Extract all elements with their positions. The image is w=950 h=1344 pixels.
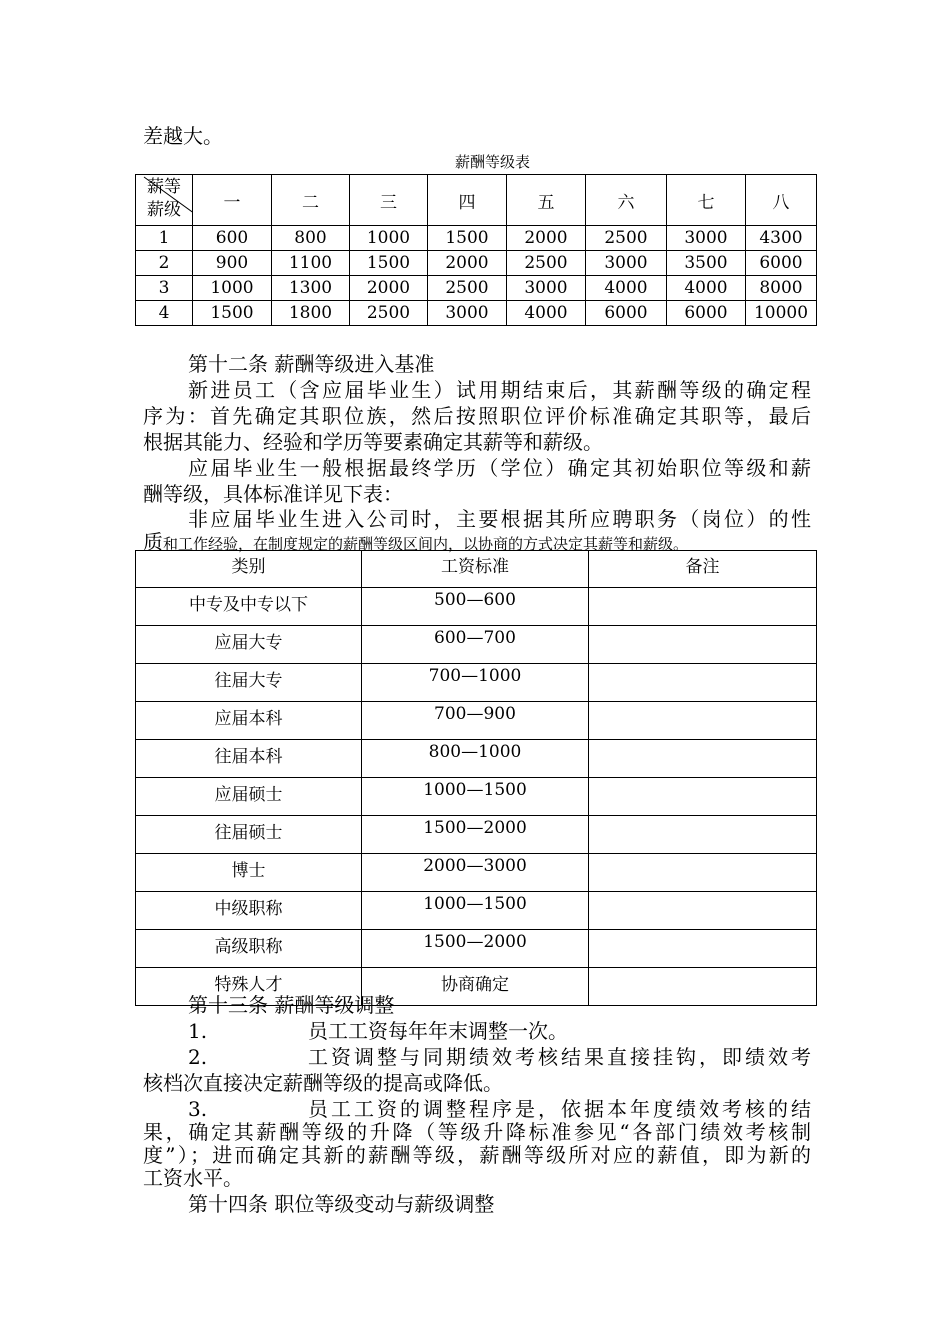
level-cell: 2 (136, 251, 193, 276)
table-cell: 10000 (746, 301, 817, 326)
salary-grade-table (135, 174, 817, 326)
table-cell: 2000 (350, 276, 428, 301)
grade-table-caption: 薪酬等级表 (455, 153, 531, 171)
note-cell (589, 968, 817, 1006)
note-cell (589, 626, 817, 664)
table-cell: 3500 (667, 251, 746, 276)
table-row (136, 664, 817, 702)
article13-item3-line: 度”）；进而确定其新的薪酬等级，薪酬等级所对应的薪值，即为新的 (143, 1143, 811, 1167)
table-cell: 6000 (586, 301, 667, 326)
table-cell: 1100 (272, 251, 350, 276)
salary-cell: 协商确定 (362, 968, 589, 1006)
table-cell: 1500 (193, 301, 272, 326)
salary-cell: 1500—2000 (362, 816, 589, 854)
note-cell (589, 588, 817, 626)
table-row (136, 892, 817, 930)
column-header-note: 备注 (589, 551, 817, 588)
table-cell: 2500 (428, 276, 507, 301)
article12-p3-first-char: 质 (143, 530, 163, 554)
category-cell: 特殊人才 (136, 968, 362, 1006)
salary-cell: 2000—3000 (362, 854, 589, 892)
salary-cell: 700—1000 (362, 664, 589, 702)
table-row (136, 740, 817, 778)
salary-standard-table (135, 550, 817, 1006)
article12-p1-line: 根据其能力、经验和学历等要素确定其薪等和薪级。 (143, 430, 603, 454)
table-row (136, 626, 817, 664)
table-cell: 800 (272, 226, 350, 251)
grade-column-header: 四 (428, 175, 507, 226)
category-cell: 应届硕士 (136, 778, 362, 816)
level-cell: 1 (136, 226, 193, 251)
table-cell: 4000 (586, 276, 667, 301)
article13-item3-line: 员工工资的调整程序是，依据本年度绩效考核的结 (308, 1097, 811, 1121)
grade-column-header: 七 (667, 175, 746, 226)
article14-heading: 第十四条 职位等级变动与薪级调整 (188, 1192, 495, 1216)
article12-heading: 第十二条 薪酬等级进入基准 (188, 352, 435, 376)
article13-item3-line: 工资水平。 (143, 1166, 243, 1190)
grade-column-header: 一 (193, 175, 272, 226)
table-row (136, 930, 817, 968)
table-cell: 6000 (667, 301, 746, 326)
category-cell: 中专及中专以下 (136, 588, 362, 626)
article12-p3-line: 非应届毕业生进入公司时，主要根据其所应聘职务（岗位）的性 (188, 507, 811, 531)
category-cell: 应届大专 (136, 626, 362, 664)
category-cell: 博士 (136, 854, 362, 892)
table-row (136, 588, 817, 626)
table-cell: 1500 (428, 226, 507, 251)
category-cell: 应届本科 (136, 702, 362, 740)
salary-cell: 800—1000 (362, 740, 589, 778)
corner-label-level: 薪级 (147, 200, 181, 220)
table-cell: 6000 (746, 251, 817, 276)
article12-p2-line: 酬等级，具体标准详见下表： (143, 482, 403, 506)
table-row (136, 301, 817, 326)
note-cell (589, 664, 817, 702)
grade-column-header: 三 (350, 175, 428, 226)
standard-table-header-row (136, 551, 817, 588)
table-cell: 4000 (507, 301, 586, 326)
salary-cell: 1500—2000 (362, 930, 589, 968)
level-cell: 4 (136, 301, 193, 326)
article13-item2-line: 工资调整与同期绩效考核结果直接挂钩，即绩效考 (308, 1045, 811, 1069)
table-cell: 3000 (586, 251, 667, 276)
table-cell: 900 (193, 251, 272, 276)
table-cell: 1000 (193, 276, 272, 301)
table-row (136, 702, 817, 740)
table-row (136, 226, 817, 251)
article13-item3-number: 3. (188, 1097, 208, 1121)
table-cell: 4000 (667, 276, 746, 301)
intro-fragment: 差越大。 (143, 124, 223, 148)
grade-column-header: 二 (272, 175, 350, 226)
column-header-salary: 工资标准 (362, 551, 589, 588)
table-cell: 2000 (507, 226, 586, 251)
note-cell (589, 740, 817, 778)
table-cell: 1000 (350, 226, 428, 251)
salary-cell: 1000—1500 (362, 892, 589, 930)
note-cell (589, 854, 817, 892)
note-cell (589, 930, 817, 968)
grade-table-header-row (136, 175, 817, 226)
grade-column-header: 八 (746, 175, 817, 226)
level-cell: 3 (136, 276, 193, 301)
table-cell: 3000 (428, 301, 507, 326)
table-cell: 2000 (428, 251, 507, 276)
table-cell: 1800 (272, 301, 350, 326)
article12-p3-small-text: 和工作经验，在制度规定的薪酬等级区间内，以协商的方式决定其薪等和薪级。 (163, 535, 689, 553)
table-row (136, 816, 817, 854)
salary-cell: 600—700 (362, 626, 589, 664)
article13-item3-line: 果，确定其薪酬等级的升降（等级升降标准参见“各部门绩效考核制 (143, 1120, 811, 1144)
table-row (136, 251, 817, 276)
salary-cell: 1000—1500 (362, 778, 589, 816)
table-row (136, 854, 817, 892)
table-cell: 1300 (272, 276, 350, 301)
article12-p2-line: 应届毕业生一般根据最终学历（学位）确定其初始职位等级和薪 (188, 456, 811, 480)
salary-cell: 500—600 (362, 588, 589, 626)
article13-item1-text: 员工工资每年年末调整一次。 (308, 1019, 568, 1043)
article12-p1-line: 序为：首先确定其职位族，然后按照职位评价标准确定其职等，最后 (143, 404, 811, 428)
table-cell: 2500 (586, 226, 667, 251)
column-header-category: 类别 (136, 551, 362, 588)
category-cell: 高级职称 (136, 930, 362, 968)
article13-item1-number: 1. (188, 1019, 208, 1043)
table-cell: 2500 (350, 301, 428, 326)
category-cell: 往届本科 (136, 740, 362, 778)
table-row (136, 276, 817, 301)
note-cell (589, 778, 817, 816)
grade-column-header: 六 (586, 175, 667, 226)
note-cell (589, 702, 817, 740)
table-cell: 600 (193, 226, 272, 251)
grade-column-header: 五 (507, 175, 586, 226)
grade-table-corner-cell (136, 175, 193, 226)
corner-label-grade: 薪等 (147, 177, 181, 197)
table-cell: 2500 (507, 251, 586, 276)
note-cell (589, 892, 817, 930)
article12-p1-line: 新进员工（含应届毕业生）试用期结束后，其薪酬等级的确定程 (188, 378, 811, 402)
table-cell: 4300 (746, 226, 817, 251)
article13-item2-number: 2. (188, 1045, 208, 1069)
salary-cell: 700—900 (362, 702, 589, 740)
table-row (136, 778, 817, 816)
table-cell: 3000 (667, 226, 746, 251)
category-cell: 往届硕士 (136, 816, 362, 854)
table-cell: 1500 (350, 251, 428, 276)
category-cell: 往届大专 (136, 664, 362, 702)
note-cell (589, 816, 817, 854)
article13-item2-line: 核档次直接决定薪酬等级的提高或降低。 (143, 1071, 503, 1095)
table-cell: 3000 (507, 276, 586, 301)
category-cell: 中级职称 (136, 892, 362, 930)
article13-heading: 第十三条 薪酬等级调整 (188, 993, 395, 1017)
table-cell: 8000 (746, 276, 817, 301)
